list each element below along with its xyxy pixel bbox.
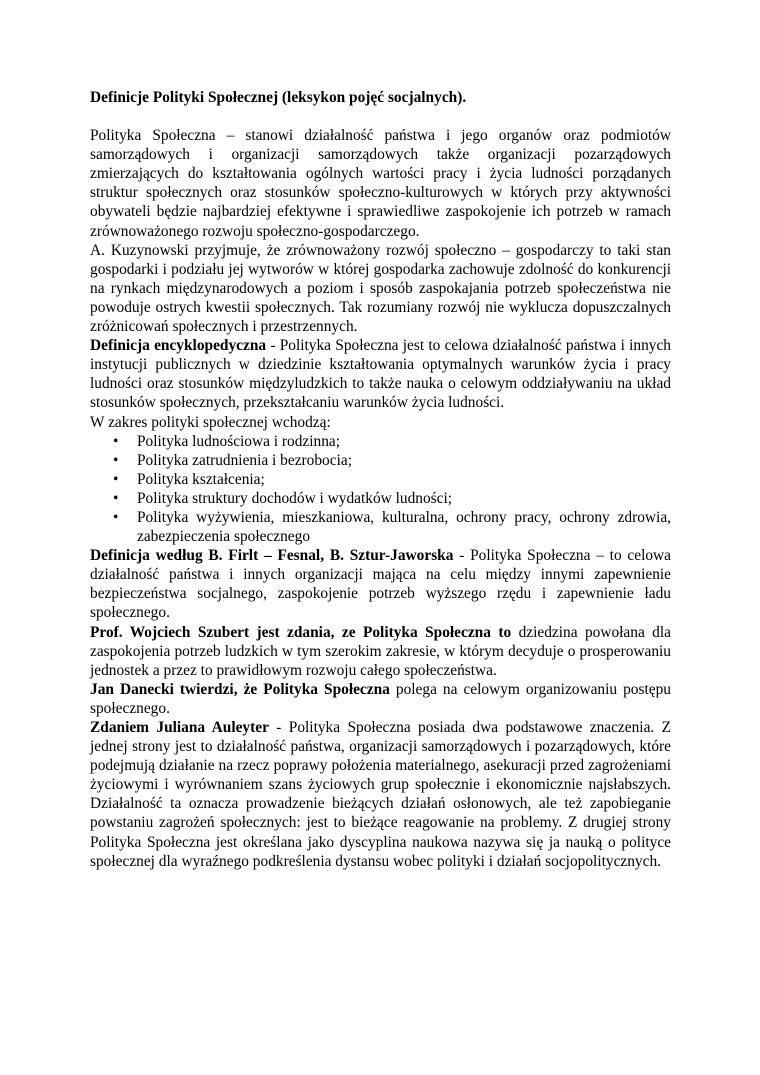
paragraph-danecki-definition: [90, 680, 671, 718]
firlt-text: - Polityka Społeczna – to celowa działalność państwa i innych organizacji mająca na celu między innymi zapewnienie bezpieczeństwa socjalnego, zaspokojenie potrzeb wyższego rzędu i zapewnienie ładu społecznego.: [90, 547, 671, 622]
list-item: [113, 451, 671, 470]
encyclopedic-label: Definicja encyklopedyczna: [90, 337, 267, 355]
paragraph-firlt-definition: [90, 546, 671, 622]
auleyter-text: - Polityka Społeczna posiada dwa podstawowe znaczenia. Z jednej strony jest to działalność państwa, organizacji samorządowych i pozarządowych, które podejmują działanie na rzecz poprawy położenia materialnego, asekuracji przed zagrożeniami życiowymi i wyrównaniem szans życiowych grup społecznie i ekonomicznie najsłabszych. Działalność ta oznacza prowadzenie bieżących działań osłonowych, ale też zapobieganie powstaniu zagrożeń społecznych: jest to bieżące reagowanie na problemy. Z drugiej strony Polityka Społeczna jest określana jako dyscyplina naukowa nazywa się ja nauką o polityce społecznej dla wyraźnego podkreślenia dystansu wobec polityki i działań socjopolitycznych.: [90, 719, 672, 870]
paragraph-kuzynowski: A. Kuzynowski przyjmuje, że zrównoważony rozwój społeczno – gospodarczy to taki stan gospodarki i podziału jej wytworów w której gospodarka zachowuje zdolność do konkurencji na rynkach międzynarodowych a poziom i sposób zaspokajania potrzeb społeczeństwa nie powoduje ostrych kwestii społecznych. Tak rozumiany rozwój nie wyklucza dopuszczalnych zróżnicowań społecznych i przestrzennych.: [90, 241, 671, 336]
danecki-text: polega na celowym organizowaniu postępu społecznego.: [90, 680, 671, 717]
szubert-text: dziedzina powołana dla zaspokojenia potrzeb ludzkich w tym szerokim zakresie, w którym decyduje o prosperowaniu jednostek a przez to prawidłowym rozwoju całego społeczeństwa.: [90, 623, 671, 679]
firlt-label: Definicja według B. Firlt – Fesnal, B. Sztur-Jaworska: [90, 547, 454, 565]
bullet-icon: •: [113, 432, 119, 450]
document-title: Definicje Polityki Społecznej (leksykon pojęć socjalnych).: [90, 89, 467, 106]
list-item-text: Polityka kształcenia;: [137, 470, 265, 488]
scope-intro: W zakres polityki społecznej wchodzą:: [90, 413, 331, 431]
danecki-label: Jan Danecki twierdzi, że Polityka Społeczna: [90, 680, 390, 698]
list-item: [113, 508, 671, 546]
szubert-label: Prof. Wojciech Szubert jest zdania, ze Polityka Społeczna to: [90, 623, 512, 641]
auleyter-label: Zdaniem Juliana Auleyter: [90, 719, 269, 736]
list-item-text: Polityka wyżywienia, mieszkaniowa, kulturalna, ochrony pracy, ochrony zdrowia, zabezpieczenia społecznego: [137, 508, 671, 546]
paragraph-definition-general: Polityka Społeczna – stanowi działalność państwa i jego organów oraz podmiotów samorządowych i organizacji samorządowych także organizacji pozarządowych zmierzających do kształtowania ogólnych wartości pracy i życia ludności porządanych struktur społecznych oraz stosunków społeczno-kulturowych w których przy aktywności obywateli będzie najbardziej efektywne i sprawiedliwe zaspokojenie ich potrzeb w ramach zrównoważonego rozwoju społeczno-gospodarczego.: [90, 127, 671, 240]
document-page: [90, 88, 671, 871]
paragraph-auleyter-definition: [90, 718, 671, 871]
paragraph-szubert-definition: [90, 623, 671, 680]
list-item-text: Polityka zatrudnienia i bezrobocia;: [137, 451, 352, 469]
bullet-icon: •: [113, 508, 119, 526]
list-item-text: Polityka ludnościowa i rodzinna;: [137, 432, 341, 450]
list-item-text: Polityka struktury dochodów i wydatków ludności;: [137, 489, 453, 507]
scope-list: [90, 432, 671, 547]
bullet-icon: •: [113, 451, 119, 469]
encyclopedic-text: - Polityka Społeczna jest to celowa działalność państwa i innych instytucji publicznych w dziedzinie kształtowania optymalnych warunków życia i pracy ludności oraz stosunków międzyludzkich to także nauka o celowym oddziaływaniu na układ stosunków społecznych, przekształcaniu warunków życia ludności.: [90, 337, 671, 412]
bullet-icon: •: [113, 489, 119, 507]
list-item: [113, 489, 671, 508]
paragraph-encyclopedic-definition: [90, 336, 671, 412]
list-item: [113, 432, 671, 451]
bullet-icon: •: [113, 470, 119, 488]
list-item: [113, 470, 671, 489]
